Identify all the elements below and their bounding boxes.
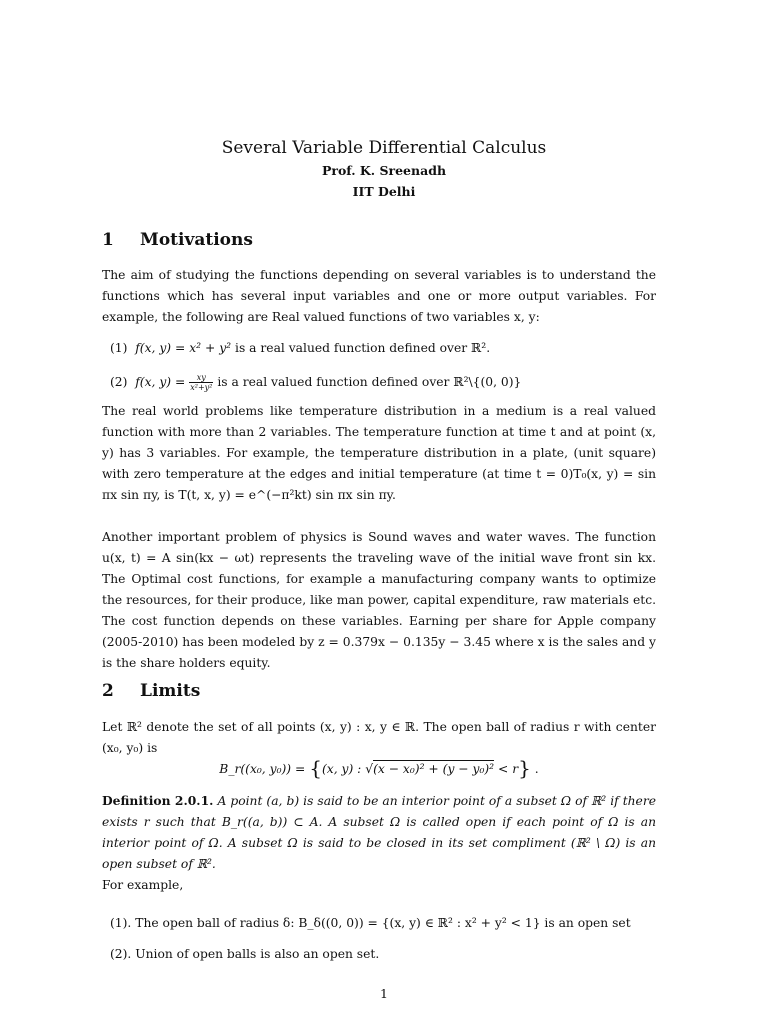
item-text: is a real valued function defined over ℝ²\{(0, 0)} [217,375,522,389]
fraction-numerator: xy [189,373,213,383]
item-text: is a real valued function defined over ℝ². [235,341,491,355]
example-item-1 [110,339,656,357]
page-number: 1 [380,986,388,1001]
paragraph-intro: The aim of studying the functions depending on several variables is to understand the functions which has several input variables and one or more output variables. For example, the following are Real valued functions of two variables x, y: [102,268,656,324]
item-formula: f(x, y) = x² + y² [135,341,232,355]
section-heading-motivations [102,230,253,250]
fraction [189,373,213,392]
section-title: Limits [140,681,201,701]
document-title: Several Variable Differential Calculus [221,138,547,158]
section-heading-limits [102,681,200,701]
equation-set: (x, y) : [321,762,362,776]
item-label: (1) [110,341,128,355]
equation-root: (x − x₀)² + (y − y₀)² [373,762,495,776]
section-number: 2 [102,681,114,701]
author-name: Prof. K. Sreenadh [321,163,447,178]
definition-label: Definition 2.0.1. [102,793,214,808]
display-equation: B_r((x₀, y₀)) = {(x, y) : √(x − x₀)² + (y − y₀)² < r} . [219,756,539,780]
definition-text: A point (a, b) is said to be an interior point of a subset Ω of ℝ² if there exists r such that B_r((a, b)) ⊂ A. A subset Ω is called open if each point of Ω is an interior point of Ω. A subset Ω is said to be closed in its set compliment (ℝ² \ Ω) is an open subset of ℝ². [102,794,656,871]
paragraph-temperature: The real world problems like temperature distribution in a medium is a real valued function with more than 2 variables. The temperature function at time t and at point (x, y) has 3 variables. For example, the temperature distribution in a plate, (unit square) with zero temperature at the edges and initial temperature (at time t = 0)T₀(x, y) = sin πx sin πy, is T(t, x, y) = e^(−π²kt) sin πx sin πy. [102,404,656,502]
equation-lhs: B_r((x₀, y₀)) = [219,762,306,776]
paragraph-waves: Another important problem of physics is Sound waves and water waves. The function u(x, t) = A sin(kx − ωt) represents the traveling wave of the initial wave front sin kx. The Optimal cost functions, for example a manufacturing company wants to optimize the resources, for their produce, like man power, capital expenditure, raw materials etc. The cost function depends on these variables. Earning per share for Apple company (2005-2010) has been modeled by z = 0.379x − 0.135y − 3.45 where x is the sales and y is the share holders equity. [102,530,656,670]
fraction-denominator: x²+y² [190,383,213,392]
section-title: Motivations [140,230,253,250]
example-open-ball: (1). The open ball of radius δ: B_δ((0, 0)) = {(x, y) ∈ ℝ² : x² + y² < 1} is an open set [110,916,631,930]
section-number: 1 [102,230,114,250]
item-formula-lhs: f(x, y) = [135,375,186,389]
definition-block [102,790,656,875]
example-item-2 [110,373,656,392]
institution-name: IIT Delhi [352,184,416,199]
equation-tail: < r [498,762,519,776]
item-label: (2) [110,375,128,389]
paragraph-open-ball: Let ℝ² denote the set of all points (x, y) : x, y ∈ ℝ. The open ball of radius r with center (x₀, y₀) is [102,720,656,755]
example-union: (2). Union of open balls is also an open set. [110,947,380,961]
example-intro: For example, [102,878,184,892]
